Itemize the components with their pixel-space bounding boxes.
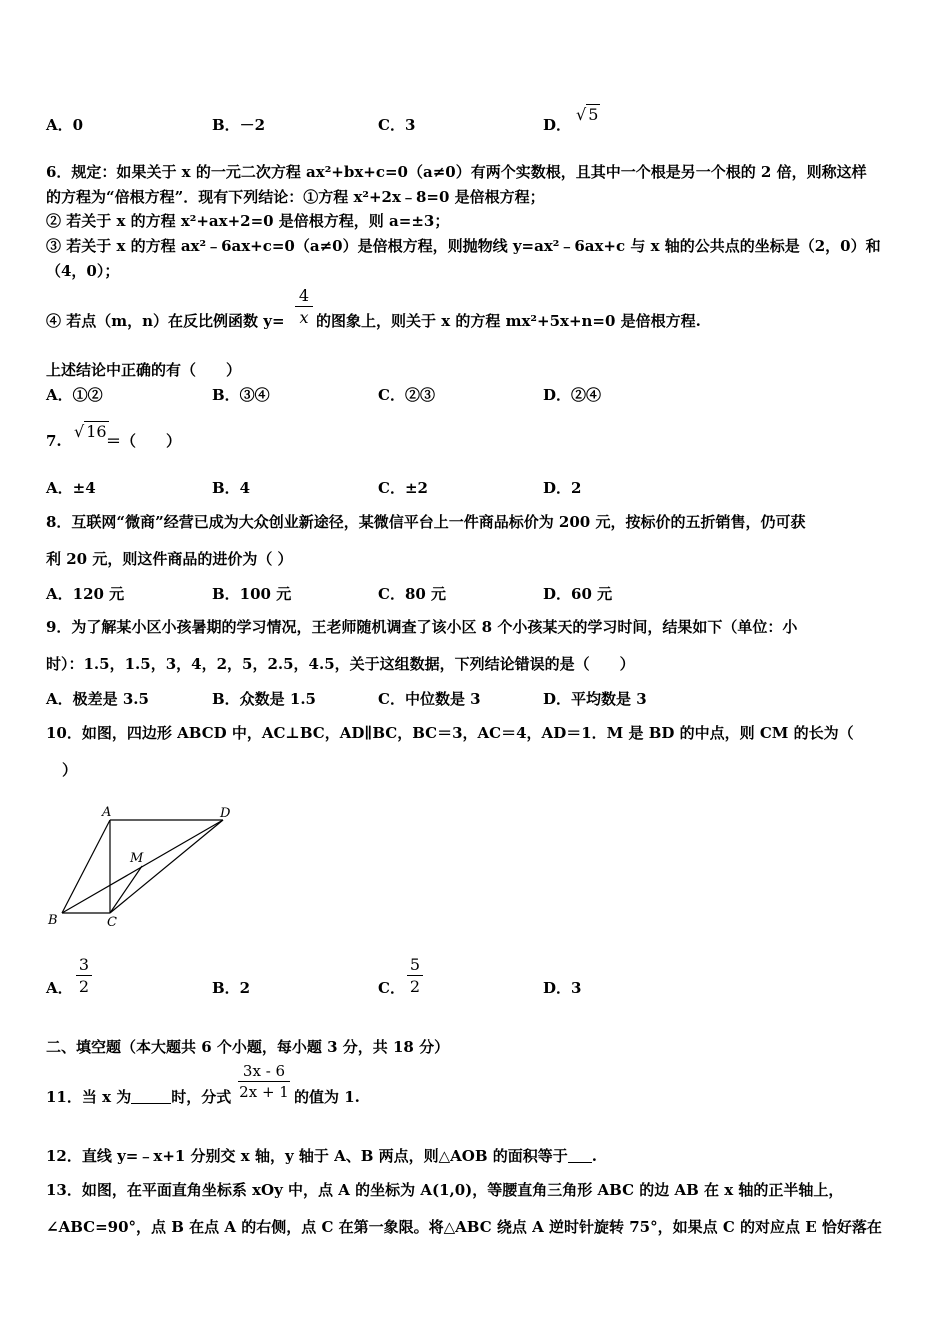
q11-after: 的值为 1.: [294, 1088, 360, 1106]
q6-option-b: B．③④: [212, 386, 270, 404]
q7-sqrt: √ 16: [74, 422, 107, 441]
q10-c-den: 2: [409, 977, 421, 996]
q10-option-a-fraction: [76, 955, 92, 996]
q8-option-b: B．100 元: [212, 585, 292, 603]
q13-line2: ∠ABC=90°，点 B 在点 A 的右侧，点 C 在第一象限。将△ABC 绕点 A 逆时针旋转 75°，如果点 C 的对应点 E 恰好落在: [46, 1218, 882, 1236]
q10-option-c-fraction: [407, 955, 423, 996]
q5-option-a: A．0: [46, 116, 84, 134]
q12-blank: [568, 1148, 592, 1163]
q10-option-d: D．3: [543, 979, 582, 997]
q11-text: [46, 1087, 231, 1107]
label-a: A: [102, 805, 112, 820]
q8-option-a: A．120 元: [46, 585, 125, 603]
q5-option-d-sqrt: √ 5: [576, 105, 599, 124]
q9-option-a: A．极差是 3.5: [46, 690, 149, 708]
q6-option-a: A．①②: [46, 386, 103, 404]
q7-option-b: B．4: [212, 479, 251, 497]
q6-option-d: D．②④: [543, 386, 602, 404]
q11-fraction: [238, 1062, 290, 1101]
q10-figure: [40, 796, 250, 936]
q6-line2: 的方程为“倍根方程”．现有下列结论：①方程 x²+2x﹣8=0 是倍根方程；: [46, 188, 545, 206]
q9-option-c: C．中位数是 3: [378, 690, 481, 708]
q12-end: .: [591, 1147, 598, 1165]
q5-option-c: C．3: [378, 116, 416, 134]
q9-option-b: B．众数是 1.5: [212, 690, 316, 708]
edge-cd: [110, 820, 223, 913]
label-m: M: [130, 851, 144, 866]
edge-cm: [110, 866, 142, 913]
q6-prompt: 上述结论中正确的有（ ）: [46, 361, 242, 379]
q8-option-d: D．60 元: [543, 585, 613, 603]
q7-number: 7.: [46, 432, 62, 450]
q6-line3: ② 若关于 x 的方程 x²+ax+2=0 是倍根方程，则 a=±3；: [46, 212, 450, 230]
q7-option-a: A．±4: [46, 479, 96, 497]
q6-line6-before: ④ 若点（m，n）在反比例函数 y=: [46, 312, 285, 330]
q12-text: [46, 1146, 597, 1166]
q11-frac-den: 2x + 1: [239, 1083, 289, 1101]
q6-line1: 6．规定：如果关于 x 的一元二次方程 ax²+bx+c=0（a≠0）有两个实数根，且其中一个根是另一个根的 2 倍，则称这样: [46, 163, 867, 181]
q9-line2: 时）：1.5，1.5，3，4，2，5，2.5，4.5，关于这组数据，下列结论错误的是（ ）: [46, 655, 635, 673]
q12-body: 12．直线 y=﹣x+1 分别交 x 轴，y 轴于 A、B 两点，则△AOB 的面积等于: [46, 1147, 568, 1165]
q5-option-b: B．－2: [212, 116, 266, 134]
q9-option-d: D．平均数是 3: [543, 690, 647, 708]
q6-option-c: C．②③: [378, 386, 435, 404]
q10-a-den: 2: [78, 977, 90, 996]
q7-option-c: C．±2: [378, 479, 428, 497]
section2-heading: 二、填空题（本大题共 6 个小题，每小题 3 分，共 18 分）: [46, 1038, 450, 1056]
q7-rest: ＝（ ）: [106, 432, 182, 450]
q10-option-b: B．2: [212, 979, 251, 997]
q5-option-d: D．: [543, 116, 572, 134]
q11-before: 11．当 x 为: [46, 1088, 132, 1106]
q7-radicand: 16: [86, 422, 107, 441]
q8-option-c: C．80 元: [378, 585, 447, 603]
q6-line6-after: 的图象上，则关于 x 的方程 mx²+5x+n=0 是倍根方程.: [316, 312, 701, 330]
q11-blank: [131, 1089, 171, 1104]
q11-frac-num: 3x - 6: [242, 1062, 286, 1080]
q11-middle: 时，分式: [171, 1088, 232, 1106]
q13-line1: 13．如图，在平面直角坐标系 xOy 中，点 A 的坐标为 A(1,0)，等腰直角三角形 ABC 的边 AB 在 x 轴的正半轴上，: [46, 1181, 844, 1199]
q6-line4: ③ 若关于 x 的方程 ax²﹣6ax+c=0（a≠0）是倍根方程，则抛物线 y=ax²﹣6ax+c 与 x 轴的公共点的坐标是（2，0）和: [46, 237, 881, 255]
q8-line1: 8．互联网“微商”经营已成为大众创业新途径，某微信平台上一件商品标价为 200 元，按标价的五折销售，仍可获: [46, 513, 806, 531]
q6-line5: （4，0）；: [46, 262, 120, 280]
label-b: B: [48, 913, 58, 928]
label-d: D: [220, 806, 231, 821]
q10-line2: ）: [62, 761, 78, 779]
q6-fraction: [295, 286, 313, 327]
label-c: C: [107, 915, 117, 930]
q10-a-num: 3: [78, 955, 90, 974]
q9-line1: 9．为了解某小区小孩暑期的学习情况，王老师随机调查了该小区 8 个小孩某天的学习时间，结果如下（单位：小: [46, 618, 798, 636]
q10-line1: 10．如图，四边形 ABCD 中，AC⊥BC，AD∥BC，BC＝3，AC＝4，AD＝1．M 是 BD 的中点，则 CM 的长为（: [46, 724, 854, 742]
q10-option-c: C．: [378, 979, 405, 997]
q10-c-num: 5: [409, 955, 421, 974]
q6-frac-den: x: [299, 308, 309, 327]
q8-line2: 利 20 元，则这件商品的进价为（ ）: [46, 550, 293, 568]
q5-radicand: 5: [588, 105, 599, 124]
q7-option-d: D．2: [543, 479, 582, 497]
q10-option-a: A．: [46, 979, 73, 997]
q6-frac-num: 4: [298, 286, 310, 305]
